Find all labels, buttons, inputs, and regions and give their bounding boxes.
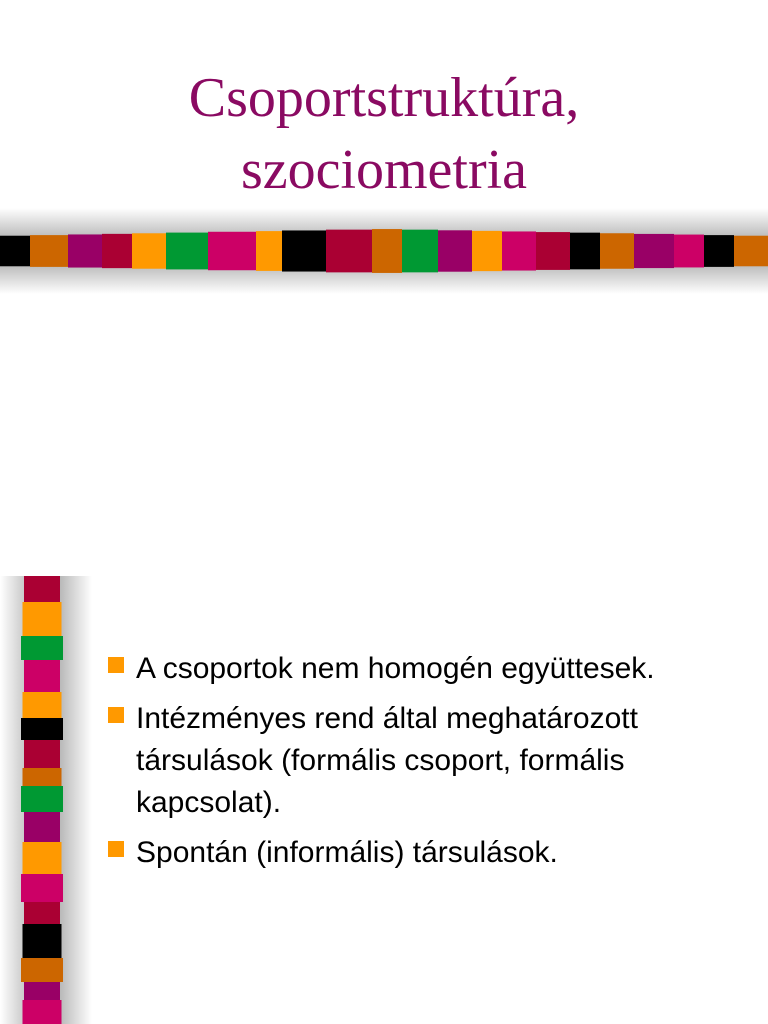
- square-bullet-icon: [108, 841, 124, 857]
- bullet-item: Intézményes rend által meghatározott társulások (formális csoport, formális kapcsolat).: [104, 698, 754, 824]
- bullet-item: Spontán (informális) társulások.: [104, 832, 754, 874]
- square-bullet-icon: [108, 657, 124, 673]
- bullet-item: A csoportok nem homogén együttesek.: [104, 648, 754, 690]
- decorative-vertical-stripe: [0, 576, 92, 1024]
- title-line-1: Csoportstruktúra,: [188, 67, 580, 129]
- title-line-2: szociometria: [240, 139, 528, 201]
- square-bullet-icon: [108, 707, 124, 723]
- slide-title: [0, 62, 768, 206]
- decorative-horizontal-stripe: [0, 208, 768, 294]
- bullet-list: [104, 648, 754, 882]
